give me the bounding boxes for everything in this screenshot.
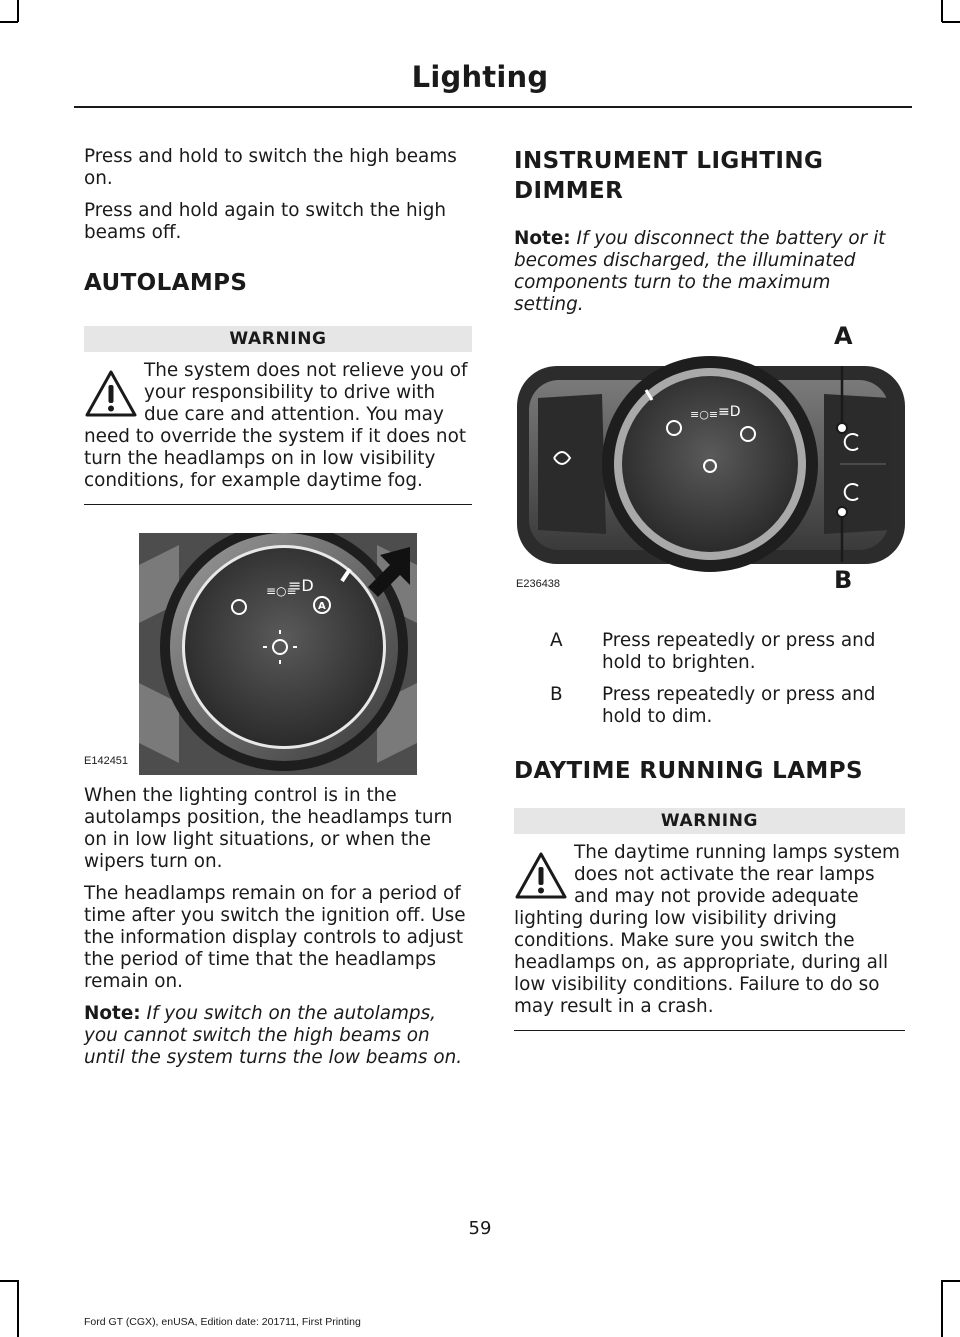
crop-mark xyxy=(941,1280,943,1337)
figure-code: E142451 xyxy=(84,755,129,767)
body-paragraph: When the lighting control is in the autolamps position, the headlamps turn on in low light situations, or when the wipers turn on. xyxy=(84,785,453,872)
definition-list xyxy=(514,630,905,728)
svg-text:≡○≡: ≡○≡ xyxy=(266,584,297,598)
warning-text: The daytime running lamps system does not activate the rear lamps and may not provide adequate lighting during low visibility driving conditions. Make sure you switch the headlamps on, as appropriate, during all low visibility conditions. Failure to do so may result in a crash. xyxy=(514,842,900,1017)
note-text: If you disconnect the battery or it becomes discharged, the illuminated components turn to the maximum setting. xyxy=(514,228,886,315)
header-divider xyxy=(74,106,912,108)
section-heading-drl: DAYTIME RUNNING LAMPS xyxy=(514,758,863,784)
note-label: Note: xyxy=(84,1003,141,1024)
intro-paragraph: Press and hold to switch the high beams on. xyxy=(84,146,457,189)
definition-row xyxy=(514,630,905,674)
dimmer-figure xyxy=(514,322,905,598)
warning-triangle-icon xyxy=(514,850,568,902)
note-label: Note: xyxy=(514,228,571,249)
crop-mark xyxy=(0,21,18,23)
body-paragraph: The headlamps remain on for a period of time after you switch the ignition off. Use the information display controls to adjust the period of time that the headlamps remain on. xyxy=(84,883,466,992)
warning-label: WARNING xyxy=(84,326,472,352)
definition-key: B xyxy=(550,684,563,705)
intro-paragraph: Press and hold again to switch the high beams off. xyxy=(84,200,447,243)
svg-text:≡○≡: ≡○≡ xyxy=(690,408,719,421)
svg-text:≡D: ≡D xyxy=(718,404,741,420)
note-text: If you switch on the autolamps, you cannot switch the high beams on until the system turns the low beams on. xyxy=(84,1003,463,1068)
page-title: Lighting xyxy=(411,60,549,94)
heading-line: INSTRUMENT LIGHTING xyxy=(514,148,824,174)
definition-key: A xyxy=(550,630,563,651)
callout-label-b: B xyxy=(834,566,853,594)
section-heading-autolamps: AUTOLAMPS xyxy=(84,270,248,296)
callout-label-a: A xyxy=(834,322,853,350)
definition-value: Press repeatedly or press and hold to brighten. xyxy=(602,630,876,673)
headlamp-switch-illustration xyxy=(84,533,472,775)
warning-box xyxy=(84,326,472,505)
crop-mark xyxy=(17,1280,19,1337)
warning-box xyxy=(514,808,905,1031)
crop-mark xyxy=(941,0,943,22)
figure-code: E236438 xyxy=(516,578,561,590)
page-number: 59 xyxy=(468,1218,492,1239)
note-paragraph xyxy=(514,228,905,316)
edition-footer: Ford GT (CGX), enUSA, Edition date: 201711, First Printing xyxy=(84,1316,361,1328)
right-column xyxy=(514,146,905,1031)
definition-value: Press repeatedly or press and hold to dim. xyxy=(602,684,876,727)
crop-mark xyxy=(942,1280,960,1282)
crop-mark xyxy=(17,0,19,22)
left-column xyxy=(84,146,472,1079)
warning-triangle-icon xyxy=(84,368,138,420)
note-paragraph xyxy=(84,1003,472,1069)
svg-text:A: A xyxy=(318,601,326,612)
warning-body xyxy=(514,842,905,1018)
crop-mark xyxy=(942,21,960,23)
warning-body xyxy=(84,360,472,492)
warning-text: The system does not relieve you of your responsibility to drive with due care and attention. You may need to override the system if it does not turn the headlamps on in low visibility conditions, for example daytime fog. xyxy=(84,360,468,491)
svg-text:≡D: ≡D xyxy=(288,576,314,595)
dimmer-control-illustration xyxy=(514,336,905,598)
definition-row xyxy=(514,684,905,728)
section-heading-dimmer xyxy=(514,146,905,206)
headlamp-switch-figure xyxy=(84,533,472,775)
warning-label: WARNING xyxy=(514,808,905,834)
heading-line: DIMMER xyxy=(514,178,624,204)
crop-mark xyxy=(0,1280,18,1282)
